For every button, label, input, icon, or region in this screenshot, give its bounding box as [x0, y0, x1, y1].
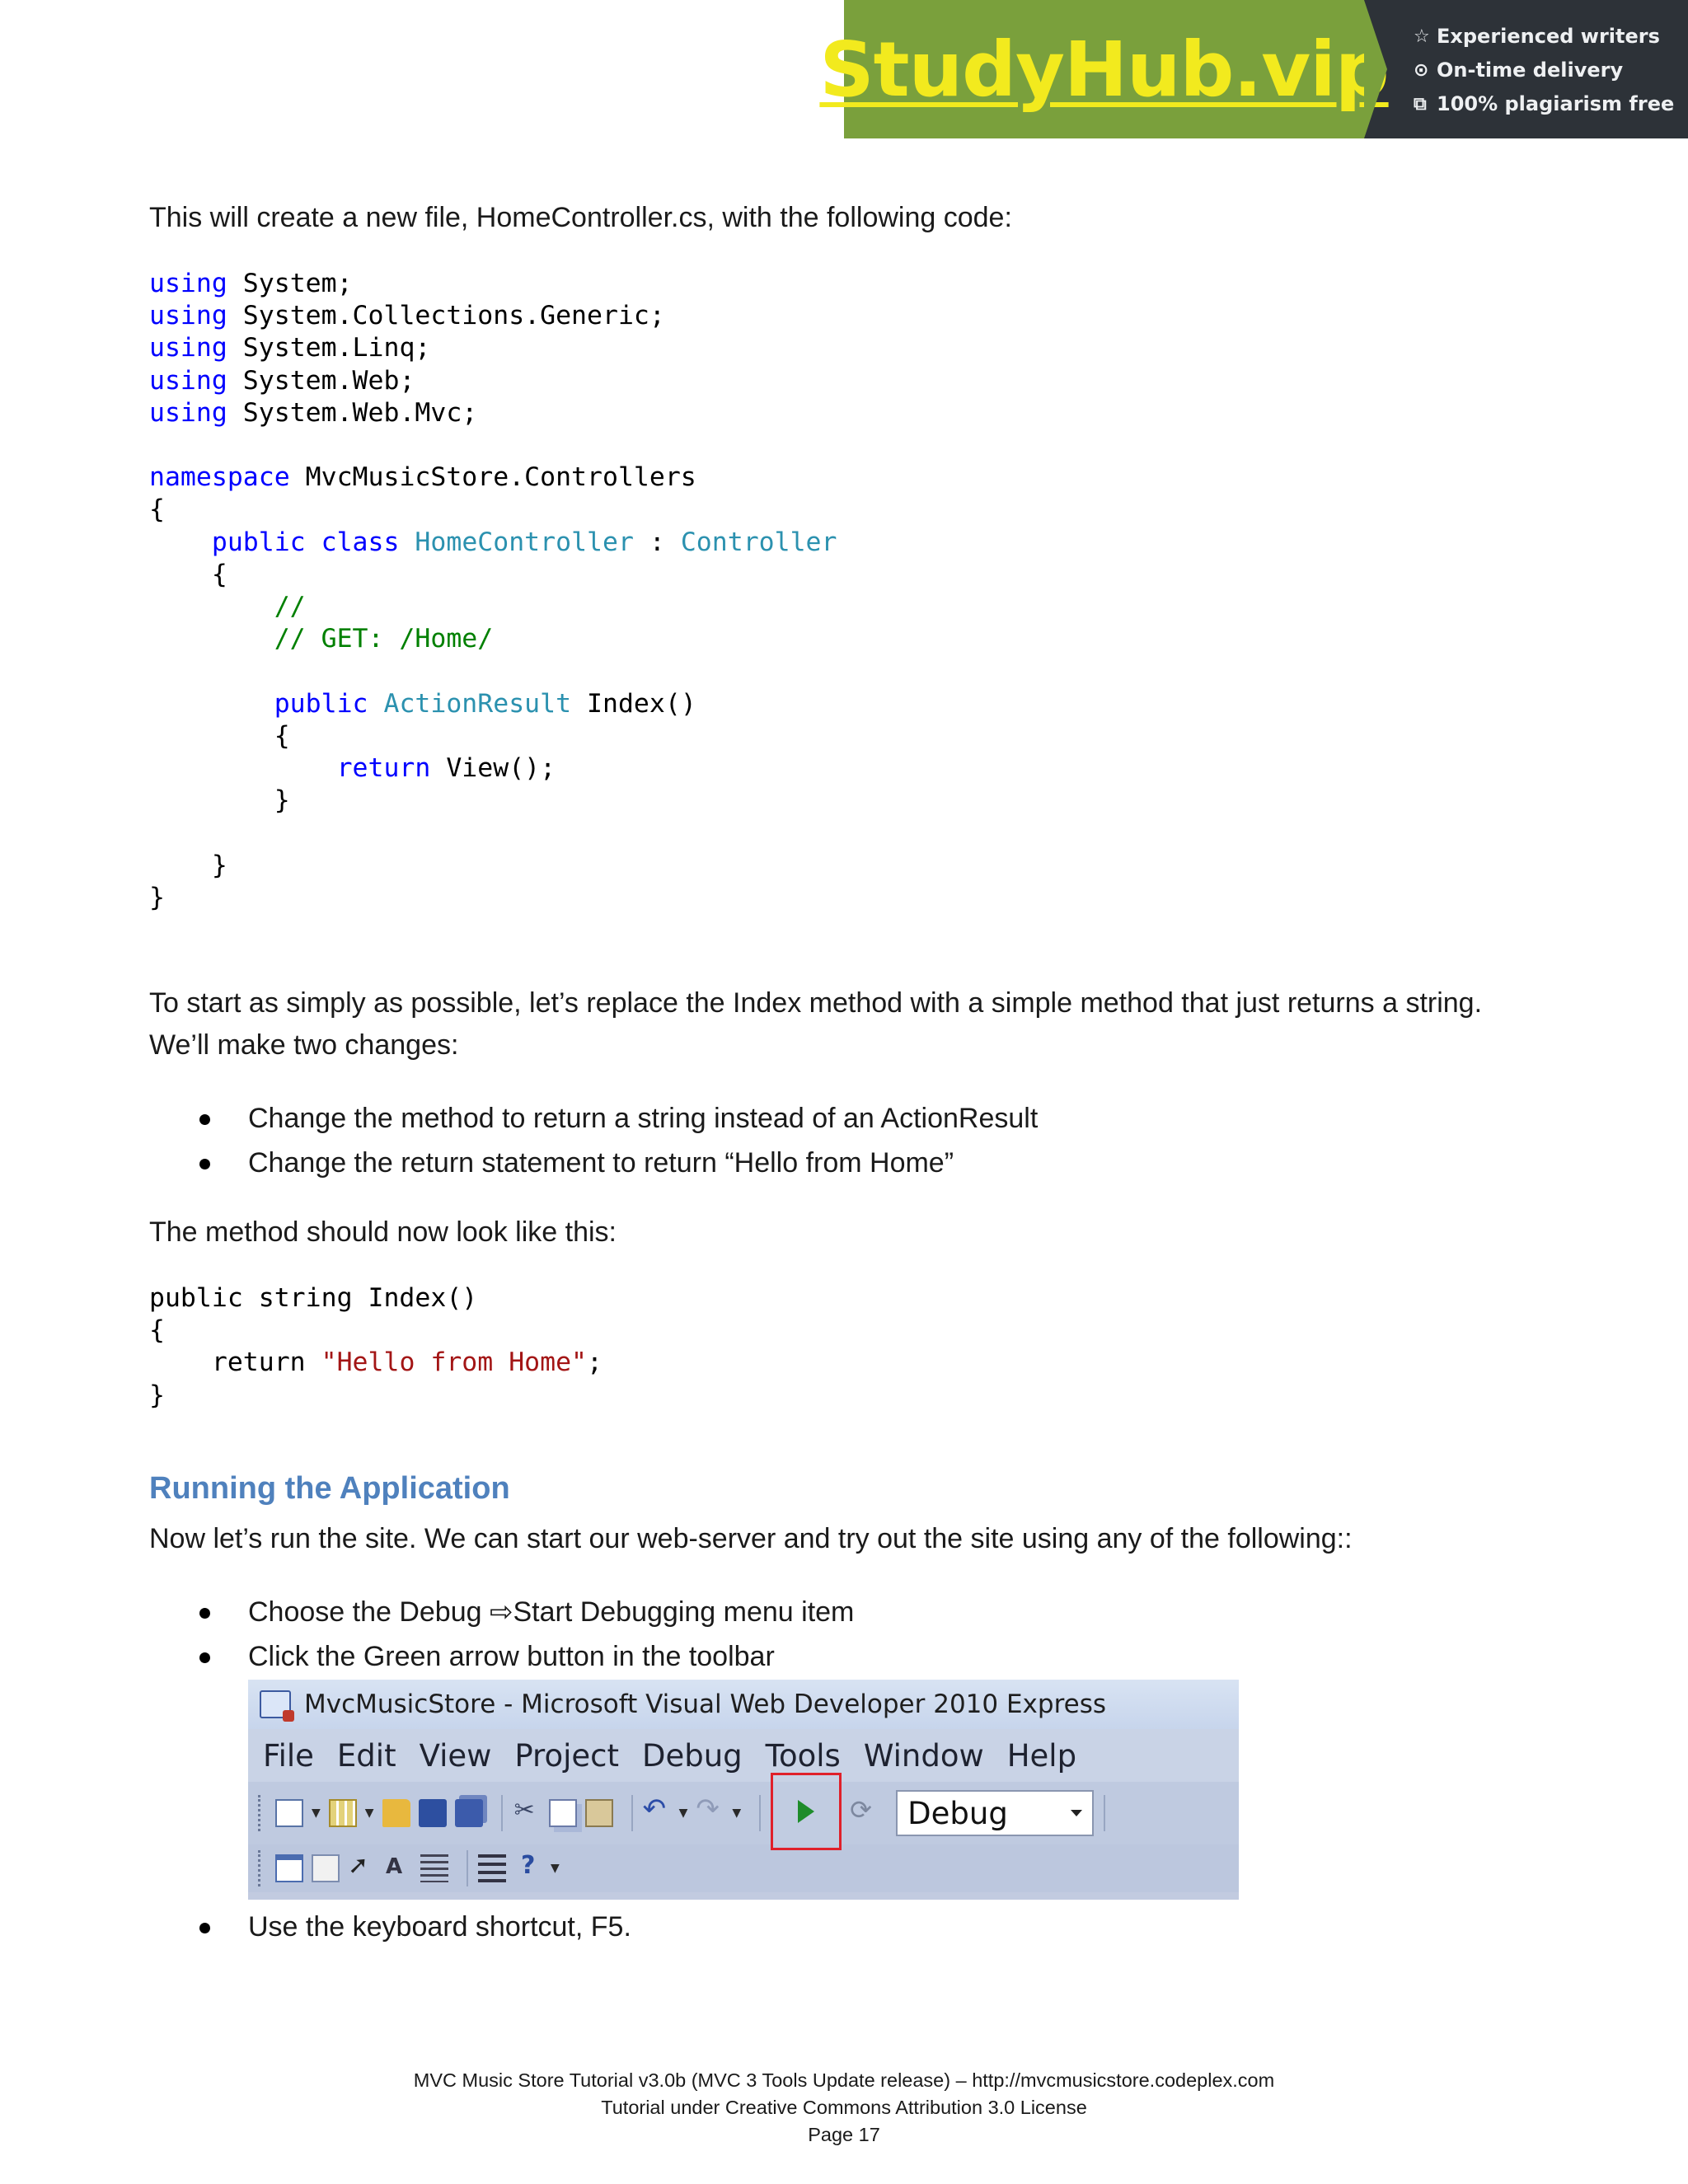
- list-item-text: Use the keyboard shortcut, F5.: [248, 1911, 631, 1943]
- toolbar-separator: [759, 1795, 761, 1831]
- solution-configuration-select[interactable]: [896, 1790, 1094, 1836]
- window-icon[interactable]: [275, 1854, 303, 1882]
- font-size-icon[interactable]: [384, 1854, 412, 1882]
- code-text: View();: [446, 753, 556, 784]
- chevron-down-icon[interactable]: ▼: [732, 1807, 742, 1820]
- menu-project[interactable]: Project: [514, 1737, 619, 1774]
- banner-logo: StudyHub.vip: [819, 25, 1389, 114]
- new-project-icon[interactable]: [275, 1799, 303, 1827]
- studyhub-banner[interactable]: [819, 0, 1688, 138]
- code-text: :: [649, 527, 665, 557]
- toolbar-separator: [467, 1850, 468, 1886]
- cursor-icon[interactable]: [348, 1854, 376, 1882]
- menu-debug[interactable]: Debug: [641, 1737, 743, 1774]
- code-text: {: [274, 720, 290, 751]
- banner-feature-label: On-time delivery: [1437, 59, 1624, 82]
- code-keyword: class: [321, 527, 400, 557]
- bullet-icon: [199, 1923, 210, 1933]
- code-type: HomeController: [415, 527, 634, 557]
- section-heading: Running the Application: [149, 1471, 510, 1506]
- paragraph-replace-index: To start as simply as possible, let’s replace the Index method with a simple method that just returns a string.: [149, 987, 1483, 1019]
- bullet-icon: [199, 1159, 210, 1169]
- code-text: System.Linq;: [242, 333, 431, 363]
- footer-line: MVC Music Store Tutorial v3.0b (MVC 3 Tools Update release) – http://mvcmusicstore.codeplex.com: [413, 2069, 1275, 2091]
- code-keyword: using: [149, 365, 227, 396]
- code-keyword: public: [211, 527, 306, 557]
- toolbar-separator: [1104, 1795, 1105, 1831]
- star-icon: ☆: [1414, 26, 1430, 47]
- intro-paragraph: This will create a new file, HomeController.cs, with the following code:: [149, 202, 1012, 233]
- code-text: }: [149, 1380, 165, 1410]
- footer-license: Tutorial under Creative Commons Attribution 3.0 License: [601, 2097, 1087, 2118]
- code-type: Controller: [680, 527, 837, 557]
- vs-app-icon: [260, 1690, 291, 1718]
- format-icon[interactable]: [478, 1854, 506, 1882]
- chevron-down-icon: [1071, 1810, 1082, 1816]
- code-comment: // GET: /Home/: [274, 624, 494, 654]
- code-keyword: return: [211, 1347, 306, 1378]
- code-keyword: public: [274, 688, 368, 719]
- bullet-icon: [199, 1652, 210, 1663]
- code-keyword: using: [149, 301, 227, 331]
- code-keyword: using: [149, 397, 227, 428]
- code-text: }: [274, 785, 290, 816]
- paragraph-method-look: The method should now look like this:: [149, 1216, 617, 1248]
- section-intro: Now let’s run the site. We can start our web-server and try out the site using any of the following::: [149, 1523, 1353, 1554]
- code-text: Index(): [587, 688, 696, 719]
- menu-file[interactable]: File: [263, 1737, 314, 1774]
- chevron-down-icon[interactable]: ▼: [678, 1807, 688, 1820]
- banner-feature: [1414, 54, 1688, 87]
- add-item-icon[interactable]: [329, 1799, 357, 1827]
- toolbar-separator: [501, 1795, 503, 1831]
- chevron-down-icon[interactable]: ▼: [551, 1862, 560, 1875]
- undo-icon[interactable]: [643, 1799, 671, 1827]
- document-icon[interactable]: [312, 1854, 340, 1882]
- code-type: ActionResult: [383, 688, 572, 719]
- open-file-icon[interactable]: [382, 1799, 410, 1827]
- code-block-homecontroller: [149, 268, 837, 914]
- menu-tools[interactable]: Tools: [765, 1737, 841, 1774]
- list-item-text: Change the return statement to return “Hello from Home”: [248, 1147, 954, 1179]
- chevron-down-icon[interactable]: ▼: [312, 1807, 321, 1820]
- vs-menubar: [248, 1729, 1239, 1782]
- copy-check-icon: ⧉: [1414, 94, 1427, 115]
- code-text: public string Index(): [149, 1283, 478, 1313]
- code-text: ;: [587, 1347, 603, 1378]
- toolbar-grip[interactable]: [258, 1795, 264, 1831]
- page-footer: [0, 2067, 1688, 2149]
- menu-help[interactable]: Help: [1006, 1737, 1077, 1774]
- cut-icon[interactable]: [513, 1799, 541, 1827]
- bullet-icon: [199, 1608, 210, 1619]
- code-text: System.Web;: [242, 365, 415, 396]
- list-icon[interactable]: [420, 1854, 448, 1882]
- code-text: MvcMusicStore.Controllers: [305, 462, 696, 493]
- menu-view[interactable]: View: [419, 1737, 492, 1774]
- code-keyword: namespace: [149, 462, 290, 493]
- code-keyword: using: [149, 269, 227, 298]
- list-item-text: Choose the Debug ⇨Start Debugging menu item: [248, 1596, 855, 1628]
- save-all-icon[interactable]: [455, 1799, 483, 1827]
- code-text: {: [149, 494, 165, 525]
- code-text: System.Web.Mvc;: [242, 397, 478, 428]
- banner-feature: [1414, 87, 1688, 121]
- toolbar-separator: [631, 1795, 633, 1831]
- code-text: System;: [242, 269, 353, 298]
- paragraph-two-changes: We’ll make two changes:: [149, 1029, 459, 1061]
- code-text: }: [211, 850, 227, 880]
- page-number: Page 17: [808, 2124, 880, 2145]
- banner-feature: [1414, 20, 1688, 54]
- vs-standard-toolbar: [248, 1782, 1239, 1844]
- code-keyword: return: [336, 753, 431, 784]
- code-string: "Hello from Home": [321, 1347, 588, 1378]
- code-keyword: using: [149, 333, 227, 363]
- save-icon[interactable]: [419, 1799, 447, 1827]
- vs-toolbar-screenshot: [248, 1680, 1239, 1900]
- list-item-text: Change the method to return a string instead of an ActionResult: [248, 1103, 1039, 1134]
- toolbar-grip[interactable]: [258, 1850, 264, 1886]
- help-icon[interactable]: [514, 1854, 542, 1882]
- code-text: }: [149, 882, 165, 912]
- attach-process-icon[interactable]: [850, 1799, 878, 1827]
- banner-features: [1364, 0, 1688, 138]
- chevron-down-icon[interactable]: ▼: [364, 1807, 374, 1820]
- code-text: {: [149, 1315, 165, 1346]
- list-item-text: Click the Green arrow button in the toolbar: [248, 1641, 775, 1672]
- code-block-index-string: [149, 1282, 603, 1412]
- banner-logo-area: [819, 0, 1389, 138]
- clock-icon: ⊙: [1414, 60, 1429, 81]
- paste-icon[interactable]: [585, 1799, 613, 1827]
- play-icon: [798, 1800, 814, 1823]
- menu-window[interactable]: Window: [863, 1737, 984, 1774]
- vs-titlebar: [248, 1680, 1239, 1729]
- vs-secondary-toolbar: [248, 1844, 1239, 1892]
- code-text: {: [211, 559, 227, 589]
- banner-chevron: [1364, 0, 1387, 138]
- start-debugging-button[interactable]: [771, 1773, 842, 1850]
- vs-window-title: MvcMusicStore - Microsoft Visual Web Developer 2010 Express: [304, 1690, 1107, 1719]
- banner-feature-label: 100% plagiarism free: [1437, 92, 1675, 115]
- bullet-icon: [199, 1114, 210, 1125]
- banner-feature-label: Experienced writers: [1437, 25, 1660, 48]
- configuration-value: Debug: [907, 1795, 1008, 1831]
- menu-edit[interactable]: Edit: [336, 1737, 396, 1774]
- code-text: System.Collections.Generic;: [242, 301, 665, 331]
- copy-icon[interactable]: [549, 1799, 577, 1827]
- redo-icon[interactable]: [696, 1799, 724, 1827]
- code-comment: //: [274, 592, 306, 622]
